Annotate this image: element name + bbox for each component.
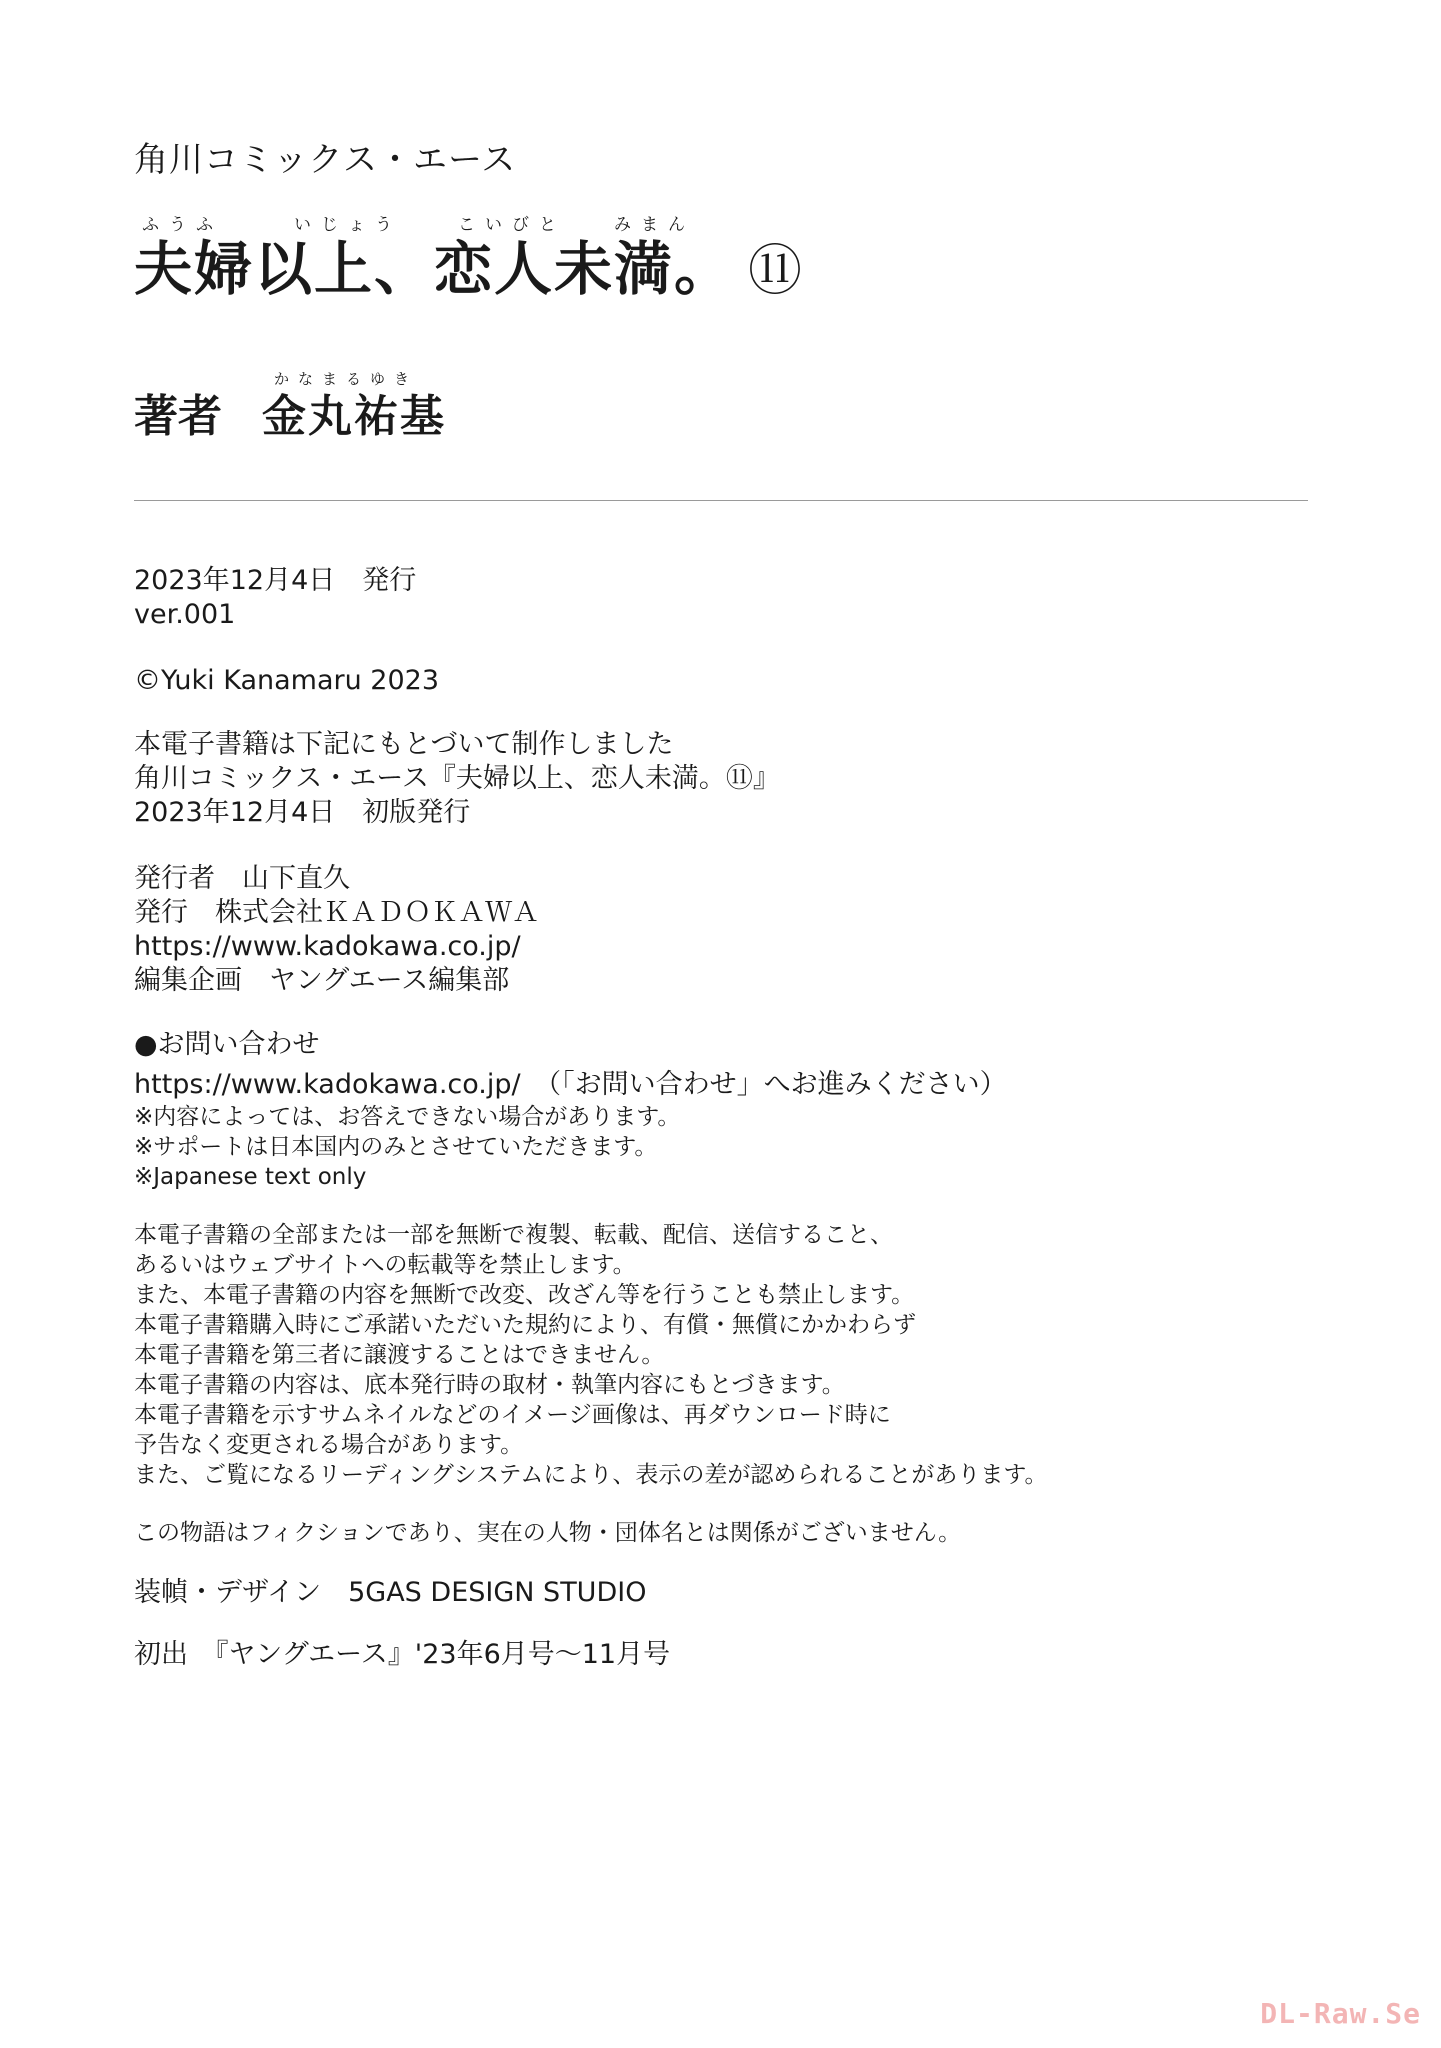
- watermark: DL-Raw.Se: [1260, 1997, 1421, 2030]
- inquiry-note: ※サポートは日本国内のみとさせていただきます。: [134, 1134, 658, 1160]
- first-appearance: 初出 『ヤングエース』'23年6月号～11月号: [134, 1639, 671, 1670]
- source-block: [134, 728, 1294, 830]
- legal-line: 予告なく変更される場合があります。: [134, 1432, 524, 1458]
- author-line: [134, 390, 446, 444]
- publisher-line: 発行 株式会社ＫＡＤＯＫＡＷＡ: [134, 897, 539, 928]
- inquiry-note: ※Japanese text only: [134, 1164, 367, 1190]
- ruby-fuufu: ふうふ: [142, 215, 223, 235]
- legal-block: [134, 1220, 1294, 1490]
- book-title: [134, 236, 804, 304]
- ruby-miman: みまん: [614, 215, 695, 235]
- divider: [134, 500, 1308, 501]
- inquiry-block: [134, 1028, 1294, 1192]
- publisher-block: [134, 862, 1294, 998]
- legal-line: 本電子書籍を示すサムネイルなどのイメージ画像は、再ダウンロード時に: [134, 1402, 891, 1428]
- legal-line: 本電子書籍の内容は、底本発行時の取材・執筆内容にもとづきます。: [134, 1372, 845, 1398]
- fiction-notice: この物語はフィクションであり、実在の人物・団体名とは関係がございません。: [134, 1520, 962, 1546]
- legal-line: 本電子書籍の全部または一部を無断で複製、転載、配信、送信すること、: [134, 1222, 893, 1248]
- author-ruby-row: [134, 368, 446, 390]
- author-name: 金丸祐基: [262, 391, 446, 442]
- source-line: 本電子書籍は下記にもとづいて制作しました: [134, 729, 674, 760]
- legal-line: 本電子書籍購入時にご承諾いただいた規約により、有償・無償にかかわらず: [134, 1312, 916, 1338]
- version: ver.001: [134, 599, 236, 630]
- volume-number: ⑪: [748, 239, 805, 302]
- issue-date: 2023年12月4日 発行: [134, 565, 417, 596]
- issue-block: [134, 564, 1294, 632]
- ruby-ijou: いじょう: [294, 215, 402, 235]
- copyright: ©Yuki Kanamaru 2023: [134, 665, 440, 696]
- source-line: 2023年12月4日 初版発行: [134, 797, 471, 828]
- author-block: [134, 368, 446, 444]
- colophon-text: [134, 564, 1294, 1672]
- author-label: 著者: [134, 391, 222, 442]
- author-ruby: かなまるゆき: [274, 370, 419, 388]
- legal-line: また、ご覧になるリーディングシステムにより、表示の差が認められることがあります。: [134, 1462, 1048, 1488]
- title-block: [134, 210, 804, 304]
- publisher-line: 発行者 山下直久: [134, 863, 350, 894]
- inquiry-url: https://www.kadokawa.co.jp/ （「お問い合わせ」へお進みください）: [134, 1069, 1007, 1100]
- source-line: 角川コミックス・エース『夫婦以上、恋人未満。⑪』: [134, 763, 780, 794]
- legal-line: あるいはウェブサイトへの転載等を禁止します。: [134, 1252, 636, 1278]
- legal-line: 本電子書籍を第三者に譲渡することはできません。: [134, 1342, 665, 1368]
- ruby-koibito: こいびと: [458, 215, 566, 235]
- imprint-label: 角川コミックス・エース: [134, 140, 517, 180]
- inquiry-heading: ●お問い合わせ: [134, 1029, 320, 1060]
- publisher-url: https://www.kadokawa.co.jp/: [134, 931, 521, 962]
- design-credit: 装幀・デザイン 5GAS DESIGN STUDIO: [134, 1577, 647, 1608]
- inquiry-note: ※内容によっては、お答えできない場合があります。: [134, 1104, 681, 1130]
- book-title-text: 夫婦以上、恋人未満。: [134, 235, 735, 303]
- title-ruby: [134, 210, 804, 236]
- publisher-line: 編集企画 ヤングエース編集部: [134, 965, 510, 996]
- legal-line: また、本電子書籍の内容を無断で改変、改ざん等を行うことも禁止します。: [134, 1282, 915, 1308]
